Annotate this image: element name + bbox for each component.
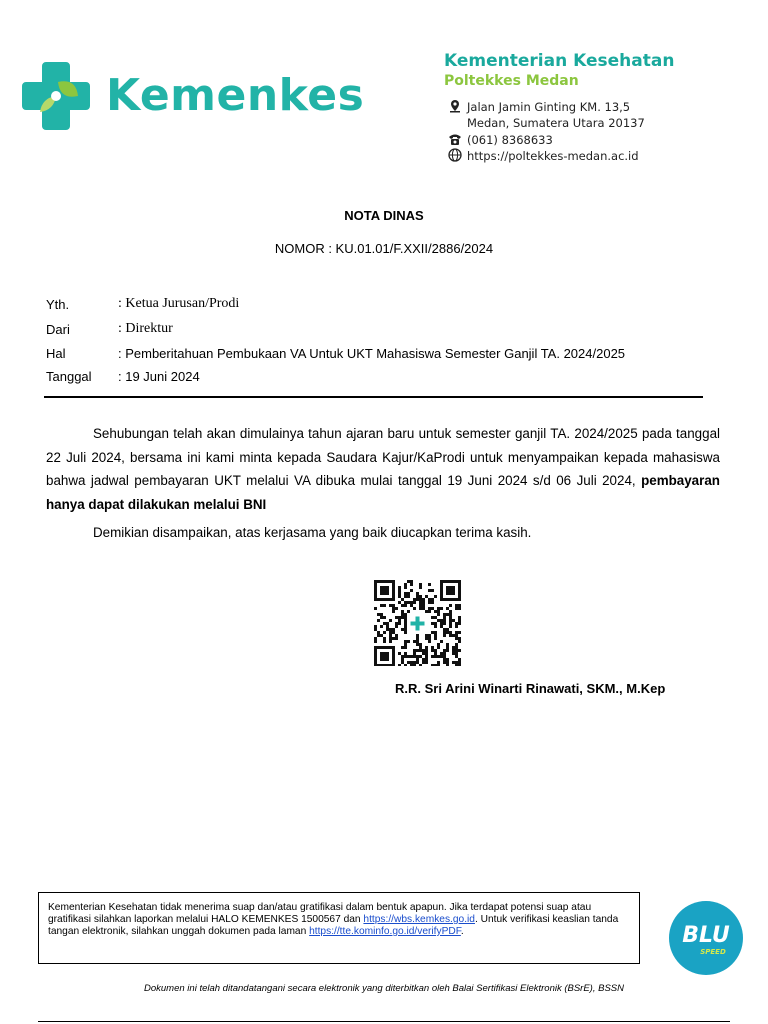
meta-value-yth: : Ketua Jurusan/Prodi (118, 296, 240, 311)
meta-label-dari: Dari (46, 322, 70, 337)
org-title: Kementerian Kesehatan (444, 51, 675, 71)
blu-speed-badge (665, 900, 747, 976)
esign-footer-note: Dokumen ini telah ditandatangani secara elektronik yang diterbitkan oleh Balai Sertifikasi Elektronik (BSrE), BSSN (144, 983, 624, 994)
paragraph-1-emphasis: pembayaran hanya dapat dilakukan melalui BNI (46, 473, 720, 512)
blu-badge-main: BLU (682, 923, 730, 948)
org-subtitle: Poltekkes Medan (444, 73, 579, 89)
verify-pdf-link[interactable]: https://tte.kominfo.go.id/verifyPDF (309, 926, 461, 937)
website-text[interactable]: https://poltekkes-medan.ac.id (467, 149, 639, 163)
body-paragraph-1 (46, 422, 720, 516)
header-divider (44, 396, 703, 398)
website-line (448, 148, 639, 163)
phone-icon (448, 132, 462, 146)
globe-icon (448, 148, 462, 162)
signer-name: R.R. Sri Arini Winarti Rinawati, SKM., M.Kep (395, 681, 666, 696)
kemenkes-logo-icon (20, 60, 92, 132)
phone-line (448, 132, 553, 147)
notice-text-1: Kementerian Kesehatan tidak menerima suap dan/atau gratifikasi dalam bentuk apapun. Jika terdapat potensi suap atau gratifikasi silahkan laporkan melalui HALO KEMENKES 1500567 dan (48, 902, 592, 925)
anti-gratification-notice (38, 892, 640, 964)
notice-text-2: . Untuk verifikasi keaslian tanda tangan elektronik, silahkan unggah dokumen pada laman (48, 914, 619, 937)
address-line-1-text: Jalan Jamin Ginting KM. 13,5 (467, 100, 631, 114)
meta-label-yth: Yth. (46, 297, 70, 312)
meta-value-tanggal: : 19 Juni 2024 (118, 369, 200, 384)
address-line-1 (448, 99, 630, 114)
address-line-2: Medan, Sumatera Utara 20137 (467, 116, 645, 130)
body-paragraph-2: Demikian disampaikan, atas kerjasama yang baik diucapkan terima kasih. (93, 525, 532, 540)
meta-label-tanggal: Tanggal (46, 369, 92, 384)
meta-value-hal: : Pemberitahuan Pembukaan VA Untuk UKT Mahasiswa Semester Ganjil TA. 2024/2025 (118, 346, 626, 361)
wbs-link[interactable]: https://wbs.kemkes.go.id (363, 914, 475, 925)
blu-badge-sub: SPEED (700, 948, 726, 956)
signature-qr-code (372, 580, 462, 666)
paragraph-1-text: Sehubungan telah akan dimulainya tahun ajaran baru untuk semester ganjil TA. 2024/2025 pada tanggal 22 Juli 2024, bersama ini kami minta kepada Saudara Kajur/KaProdi untuk menyampaikan kepada mahasiswa bahwa jadwal pembayaran UKT melalui VA dibuka mulai tanggal 19 Juni 2024 s/d 06 Juli 2024, (46, 426, 720, 488)
footer-divider (38, 1021, 730, 1022)
notice-text-3: . (460, 926, 464, 937)
meta-value-dari: : Direktur (118, 321, 173, 336)
phone-text: (061) 8368633 (467, 133, 553, 147)
logo-wordmark: Kemenkes (106, 70, 365, 121)
document-title: NOTA DINAS (344, 208, 424, 223)
document-number: NOMOR : KU.01.01/F.XXII/2886/2024 (274, 241, 494, 256)
location-pin-icon (448, 99, 462, 113)
meta-label-hal: Hal (46, 346, 66, 361)
